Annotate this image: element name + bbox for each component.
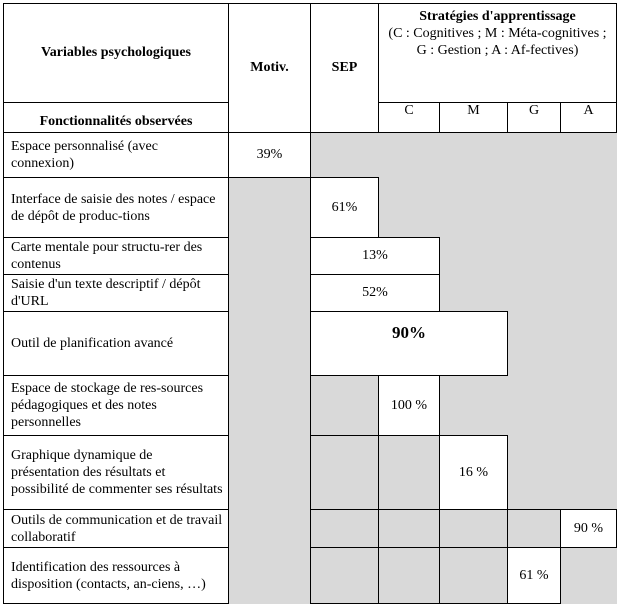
- value-cell-a: 90 %: [561, 510, 617, 548]
- empty-cell: [229, 178, 311, 238]
- strategies-legend: (C : Cognitives ; M : Méta-cognitives ; G : Gestion ; A : Af-fectives): [388, 26, 607, 58]
- empty-cell: [508, 312, 617, 376]
- feature-label: Identification des ressources à disposition (contacts, an-ciens, …): [4, 548, 229, 604]
- empty-cell: [379, 510, 440, 548]
- empty-cell: [379, 178, 617, 238]
- value-cell-m: 16 %: [440, 436, 508, 510]
- table-row: [4, 510, 617, 548]
- feature-label: Espace personnalisé (avec connexion): [4, 133, 229, 178]
- table-row: [4, 133, 617, 178]
- feature-label: Saisie d'un texte descriptif / dépôt d'URL: [4, 275, 229, 312]
- empty-cell: [508, 436, 617, 510]
- value-cell-sep-c: 13%: [311, 238, 440, 275]
- value-cell-c: 100 %: [379, 376, 440, 436]
- empty-cell: [311, 436, 379, 510]
- table-row: [4, 238, 617, 275]
- empty-cell: [229, 312, 311, 376]
- feature-label: Interface de saisie des notes / espace de dépôt de produc-tions: [4, 178, 229, 238]
- header-corner-cell: [4, 4, 229, 133]
- variables-label: Variables psychologiques: [40, 45, 191, 60]
- table-row: [4, 312, 617, 376]
- empty-cell: [229, 238, 311, 275]
- table-row: [4, 548, 617, 604]
- feature-label: Carte mentale pour structu-rer des contenus: [4, 238, 229, 275]
- table-row: [4, 275, 617, 312]
- empty-cell: [508, 510, 561, 548]
- table-row: [4, 376, 617, 436]
- empty-cell: [379, 548, 440, 604]
- empty-cell: [561, 548, 617, 604]
- features-label: Fonctionnalités observées: [4, 102, 228, 132]
- empty-cell: [311, 376, 379, 436]
- empty-cell: [229, 548, 311, 604]
- feature-label: Outils de communication et de travail collaboratif: [4, 510, 229, 548]
- sub-header-a: A: [561, 102, 617, 132]
- table-row: [4, 178, 617, 238]
- strategies-header: [379, 4, 617, 103]
- empty-cell: [311, 510, 379, 548]
- value-cell-sep-c-m: 90%: [311, 312, 508, 376]
- empty-cell: [440, 376, 617, 436]
- empty-cell: [229, 275, 311, 312]
- empty-cell: [311, 548, 379, 604]
- motiv-header: Motiv.: [229, 4, 311, 133]
- value-cell-sep-c: 52%: [311, 275, 440, 312]
- empty-cell: [229, 436, 311, 510]
- value-cell-sep: 61%: [311, 178, 379, 238]
- empty-cell: [229, 510, 311, 548]
- empty-cell: [440, 548, 508, 604]
- empty-cell: [440, 238, 617, 275]
- strategies-title: Stratégies d'apprentissage: [419, 9, 576, 24]
- table-row: [4, 436, 617, 510]
- empty-cell: [229, 376, 311, 436]
- feature-label: Graphique dynamique de présentation des résultats et possibilité de commenter ses résultats: [4, 436, 229, 510]
- sub-header-c: C: [379, 102, 440, 132]
- sub-header-g: G: [508, 102, 561, 132]
- empty-cell: [440, 510, 508, 548]
- feature-label: Outil de planification avancé: [4, 312, 229, 376]
- features-table: [3, 3, 617, 604]
- sep-header: SEP: [311, 4, 379, 133]
- empty-cell: [440, 275, 617, 312]
- feature-label: Espace de stockage de res-sources pédagogiques et des notes personnelles: [4, 376, 229, 436]
- empty-cell: [379, 436, 440, 510]
- value-cell-g: 61 %: [508, 548, 561, 604]
- value-cell-motiv: 39%: [229, 133, 311, 178]
- empty-cell: [311, 133, 617, 178]
- sub-header-m: M: [440, 102, 508, 132]
